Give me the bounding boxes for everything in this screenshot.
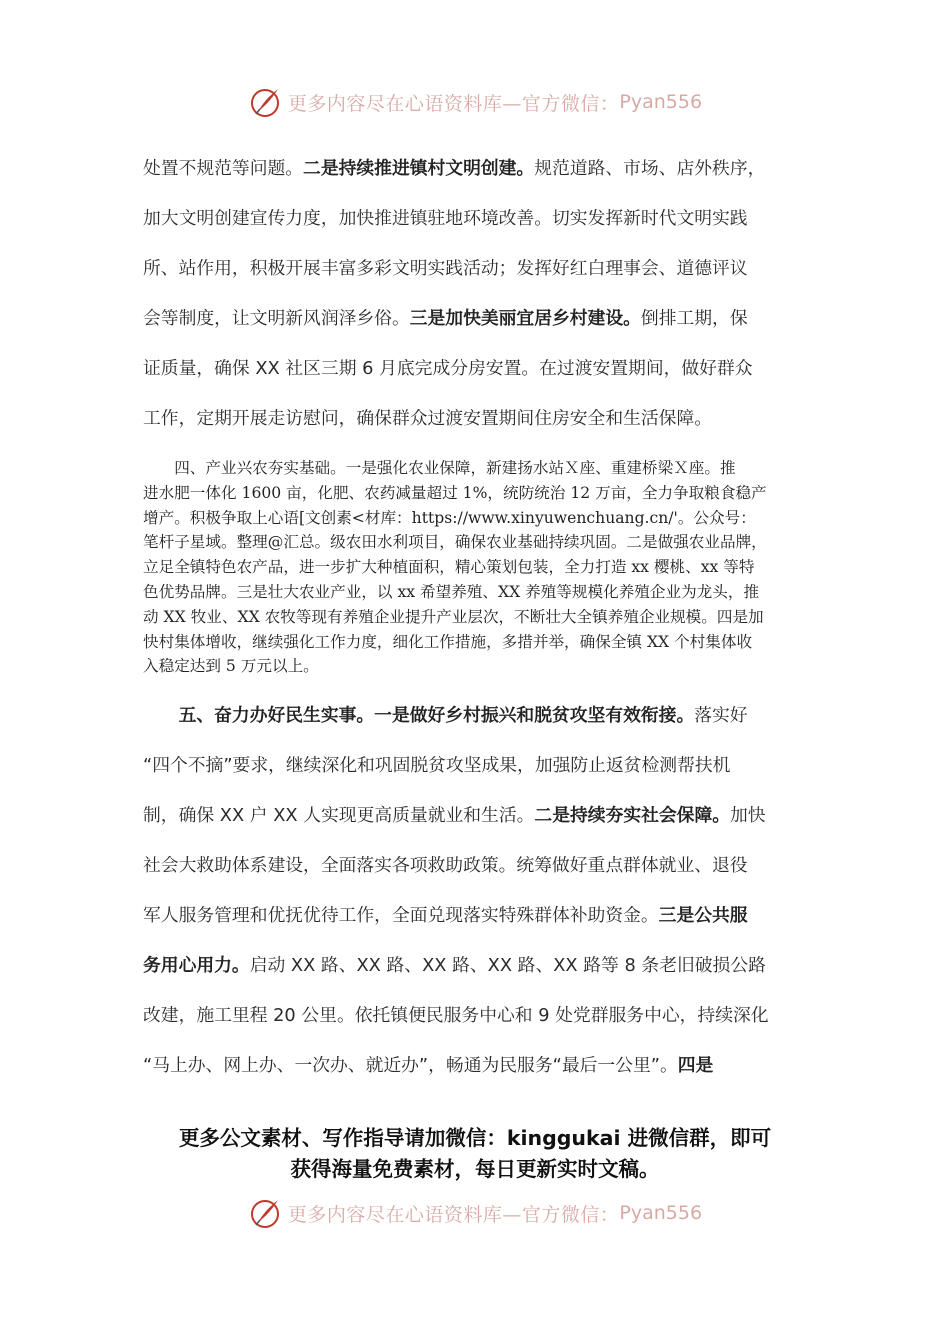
text-run: 加大文明创建宣传力度，加快推进镇驻地环境改善。切实发挥新时代文明实践 [143, 208, 748, 229]
text-run: 处置不规范等问题。 [143, 158, 304, 179]
body-line [143, 255, 809, 280]
section-4-line: 立足全镇特色农产品，进一步扩大种植面积，精心策划包装，全力打造 xx 樱桃、xx 等特 [143, 558, 755, 577]
top-watermark [0, 80, 950, 124]
text-run: 规范道路、市场、店外秩序， [534, 158, 766, 179]
text-run: 工作，定期开展走访慰问，确保群众过渡安置期间住房安全和生活保障。 [143, 408, 713, 429]
quill-pen-icon [248, 1196, 282, 1230]
section-4-line: 色优势品牌。三是壮大农业产业，以 xx 希望养殖、XX 养殖等规模化养殖企业为龙头，推 [143, 583, 760, 601]
body-line [143, 205, 809, 230]
section-4-line: 入稳定达到 5 万元以上。 [143, 657, 319, 676]
footer-promo-line-2: 获得海量免费素材，每日更新实时文稿。 [290, 1157, 660, 1181]
bottom-watermark [0, 1191, 950, 1235]
text-run: 加快 [730, 805, 766, 826]
bold-text-run: 三是公共服 [658, 905, 748, 926]
watermark-handle: Pyan556 [619, 91, 703, 113]
body-line [143, 355, 809, 380]
section-4-line: 进水肥一体化 1600 亩，化肥、农药减量超过 1%，统防统治 12 万亩，全力争取粮食稳产 [143, 483, 767, 502]
section-5-line [143, 852, 809, 877]
section-5-line [143, 802, 809, 827]
text-run: 所、站作用，积极开展丰富多彩文明实践活动；发挥好红白理事会、道德评议 [143, 258, 748, 279]
text-run: 改建，施工里程 20 公里。依托镇便民服务中心和 9 处党群服务中心，持续深化 [143, 1005, 769, 1026]
body-line [143, 405, 809, 430]
bold-text-run: 四是 [677, 1055, 714, 1076]
body-line [143, 305, 809, 330]
text-run: “四个不摘”要求，继续深化和巩固脱贫攻坚成果，加强防止返贫检测帮扶机 [143, 755, 731, 776]
section-4-line: 增产。积极争取上心语[文创素<材库：https://www.xinyuwenchuang.cn/'。公众号： [143, 508, 756, 527]
section-4-line: 动 XX 牧业、XX 农牧等现有养殖企业提升产业层次，不断壮大全镇养殖企业规模。四是加 [143, 607, 764, 626]
section-5-line [143, 752, 809, 777]
section-5-line [143, 1002, 809, 1027]
text-run: 倒排工期，保 [640, 308, 748, 329]
section-5-line [143, 952, 809, 977]
text-run: 启动 XX 路、XX 路、XX 路、XX 路、XX 路等 8 条老旧破损公路 [249, 955, 766, 976]
section-5-line [143, 902, 809, 927]
body-line [143, 155, 809, 180]
quill-pen-icon [248, 85, 282, 119]
bold-text-run: 务用心用力。 [143, 955, 250, 976]
section-4-line: 快村集体增收，继续强化工作力度，细化工作措施，多措并举，确保全镇 XX 个村集体收 [143, 632, 753, 651]
text-run: 证质量，确保 XX 社区三期 6 月底完成分房安置。在过渡安置期间，做好群众 [143, 358, 753, 379]
text-run: 制，确保 XX 户 XX 人实现更高质量就业和生活。 [143, 805, 535, 826]
text-run: 会等制度，让文明新风润泽乡俗。 [143, 308, 410, 329]
text-run: 社会大救助体系建设，全面落实各项救助政策。统筹做好重点群体就业、退役 [143, 855, 748, 876]
text-run: 军人服务管理和优抚优待工作，全面兑现落实特殊群体补助资金。 [143, 905, 659, 926]
watermark-text: 更多内容尽在心语资料库—官方微信： [287, 92, 620, 115]
bold-text-run: 五、奋力办好民生实事。一是做好乡村振兴和脱贫攻坚有效衔接。 [143, 705, 695, 726]
section-5-line [143, 1052, 809, 1077]
text-run: “马上办、网上办、一次办、就近办”，畅通为民服务“最后一公里”。 [143, 1055, 678, 1076]
watermark-text: 更多内容尽在心语资料库—官方微信： [287, 1203, 620, 1226]
text-run: 落实好 [694, 705, 748, 726]
bold-text-run: 三是加快美丽宜居乡村建设。 [409, 308, 641, 329]
footer-promo-line-1: 更多公文素材、写作指导请加微信：kinggukai 进微信群，即可 [178, 1126, 772, 1150]
section-4-line: 笔杆子星域。整理@汇总。级农田水利项目，确保农业基础持续巩固。二是做强农业品牌， [143, 533, 767, 552]
section-5-line [143, 702, 809, 727]
bold-text-run: 二是持续推进镇村文明创建。 [303, 158, 535, 179]
section-4-line: 四、产业兴农夯实基础。一是强化农业保障，新建扬水站Ｘ座、重建桥梁Ｘ座。推 [143, 459, 736, 477]
bold-text-run: 二是持续夯实社会保障。 [534, 805, 731, 826]
watermark-handle: Pyan556 [619, 1202, 703, 1224]
